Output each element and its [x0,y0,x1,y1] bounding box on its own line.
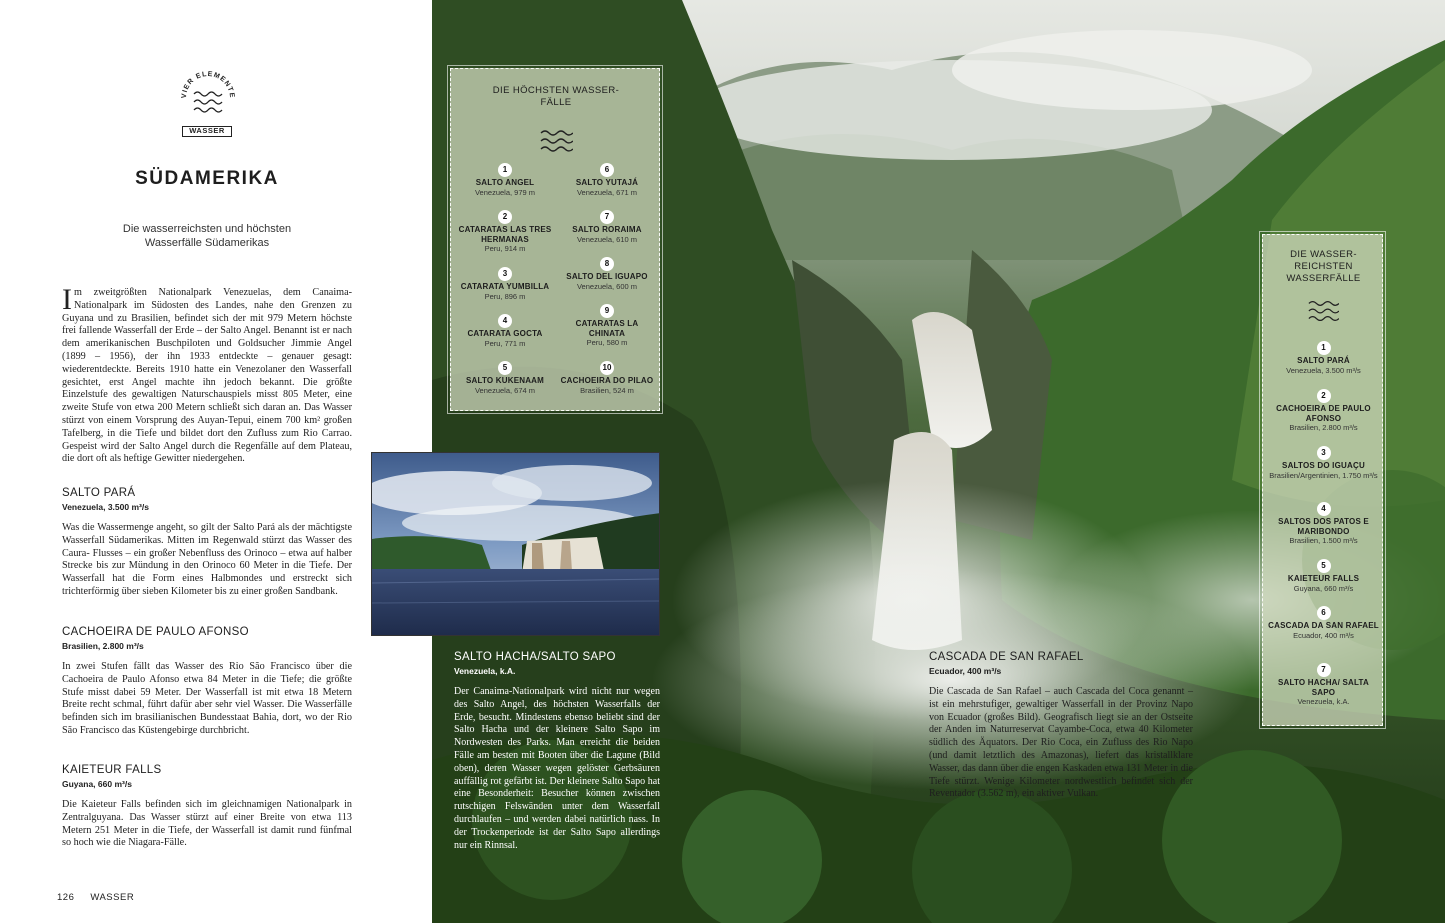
highest-item-3 [455,263,555,301]
section-text: In zwei Stufen fällt das Wasser des Rio São Francisco über die Cachoeira de Paulo Afonso etwa 84 Meter in die Tiefe; die größte Stufe misst dabei 59 Meter. Der Wasserfall ist mit etwa 18 Metern Breite recht schmal, führt dafür aber sehr viel Wasser. Die Wasserfälle befinden sich im brasilianischen Bundesstaat Bahia, dort, wo der Rio São Francisco das Küstengebirge durchbricht. [62,661,352,736]
fall-name: SALTO KUKENAAM [465,376,545,385]
fall-name: SALTO YUTAJÁ [575,178,639,187]
section-text: Die Kaieteur Falls befinden sich im gleichnamigen Nationalpark in Zentralguyana. Das Wasser stürzt auf einer Breite von etwa 113 Metern 251 Meter in die Tiefe, der Wasserfall ist damit rund fünfmal so hoch wie die Niagara-Fälle. [62,799,352,849]
rank-number: 5 [1317,559,1331,573]
rank-number: 7 [1317,663,1331,677]
fall-location: Brasilien/Argentinien, 1.750 m³/s [1269,470,1378,480]
fall-name: CACHOEIRA DO PILAO [560,376,654,385]
fall-location: Venezuela, 600 m [576,281,638,291]
fall-name: SALTO HACHA/ SALTA SAPO [1277,678,1369,697]
fall-location: Peru, 896 m [484,291,526,301]
fall-location: Brasilien, 524 m [580,385,634,395]
highest-item-10 [557,357,657,395]
rank-number: 9 [600,304,614,318]
rank-number: 3 [1317,446,1331,460]
fall-name: CATARATAS LAS TRES HERMANAS [458,225,552,244]
fall-name: SALTO PARÁ [1297,356,1350,365]
rank-number: 8 [600,257,614,271]
fall-location: Ecuador, 400 m³/s [1293,630,1354,640]
page-title: SÜDAMERIKA [135,168,279,189]
fall-location: Peru, 580 m [586,338,628,347]
fall-location: Brasilien, 2.800 m³/s [1289,423,1358,432]
water-waves-icon [539,127,573,155]
rank-number: 10 [600,361,614,375]
fall-location: Venezuela, 610 m [576,234,638,244]
caption-meta: Venezuela, k.A. [454,666,516,676]
intro-text: m zweitgrößten Nationalpark Venezuelas, dem Canaima-Nationalpark im Südosten des Landes, nahe den Grenzen zu Guyana und zu Brasilien, befindet sich der mit 979 Metern höchste frei fallende Wasserfall der Erde – der Salto Angel. Benannt ist er nach dem amerikanischen Buschpiloten und Goldsucher Jimmie Angel (1899 – 1956), der ihn 1933 entdeckte – genauer gesagt: wiederentdeckte. Bereits 1910 hatte ein Venezolaner den Wasserfall gesichtet, erst Angel machte ihn jedoch bekannt. Die größte Einzelstufe des gewaltigen Naturschauspiels misst 805 Meter, eine zweite Stufe von etwa 200 Metern schließt sich daran an. Das Wasser stürzt von einem Vorsprung des Auyan-Tepui, einem 700 km² großen Tafelberg, in die Tiefe und bildet dort den Zufluss zum Rio Carrao. Gespeist wird der Salto Angel durch die Regenfälle auf dem Plateau, die dort oft als heftige Gewitter niedergehen. [62,287,352,465]
section-title: SALTO PARÁ [62,487,136,499]
fall-location: Guyana, 660 m³/s [1293,583,1354,593]
caption-text: Der Canaima-Nationalpark wird nicht nur wegen des Salto Angel, des höchsten Wasserfalls der Erde, besucht. Mindestens ebenso beliebt sind der Salto Hacha und der kleinere Salto Sapo im Nordwesten des Parks. Man erreicht die beiden Fälle am besten mit Booten über die Lagune (Bild oben), deren Wasser wegen gelöster Gerbsäuren auffällig rot gefärbt ist. Der kleinere Salto Sapo hat eine Besonderheit: Besucher können zwischen rutschigen Felswänden unter dem Wasserfall durchlaufen – und werden dabei natürlich nass. In der Trockenperiode ist der Salto Sapo allerdings nur ein Rinnsal. [454,686,660,851]
highest-item-1 [455,159,555,197]
section-title: KAIETEUR FALLS [62,764,162,776]
rank-number: 1 [498,163,512,177]
section-meta: Venezuela, 3.500 m³/s [62,502,149,512]
fall-name: CATARATA GOCTA [467,329,543,338]
highest-item-5 [455,357,555,395]
fall-name: SALTO RORAIMA [572,225,642,234]
fall-name: CASCADA DA SAN RAFAEL [1268,621,1379,630]
fall-location: Venezuela, k.A. [1297,697,1350,706]
fall-name: CATARATAS LA CHINATA [575,319,639,338]
highest-item-9 [557,300,657,347]
caption-title: SALTO HACHA/SALTO SAPO [454,651,616,663]
fall-name: SALTOS DOS PATOS E MARIBONDO [1278,517,1369,536]
lagoon-waterfall-image [372,453,660,636]
fall-name: SALTO ANGEL [475,178,535,187]
highest-item-8 [557,253,657,291]
page-footer [57,892,134,903]
lagoon-photo [371,452,660,636]
section-salto-para [62,487,352,599]
panel-heading: DIE HÖCHSTEN WASSER-FÄLLE [492,85,620,108]
left-page [0,0,432,923]
fall-name: CACHOEIRA DE PAULO AFONSO [1276,404,1371,423]
water-waves-icon [178,68,238,128]
emblem-arc-text: VIER ELEMENTE [180,70,236,99]
fall-name: KAIETEUR FALLS [1287,574,1360,583]
richest-item-2 [1267,385,1380,432]
caption-meta: Ecuador, 400 m³/s [929,666,1002,676]
emblem-badge: WASSER [182,126,232,137]
fall-location: Peru, 914 m [484,244,526,253]
richest-item-3 [1267,442,1380,480]
section-kaieteur [62,764,352,850]
richest-item-4 [1267,498,1380,545]
rank-number: 3 [498,267,512,281]
rank-number: 6 [600,163,614,177]
rank-number: 4 [1317,502,1331,516]
footer-label: WASSER [90,892,135,903]
highest-item-4 [455,310,555,348]
caption-san-rafael [929,651,1193,801]
section-title: CACHOEIRA DE PAULO AFONSO [62,626,249,638]
caption-text: Die Cascada de San Rafael – auch Cascada del Coca genannt – ist ein mehrstufiger, gewaltiger Wasserfall in der Provinz Napo von Ecuador (großes Bild). Geografisch liegt sie an der Ostseite der Anden im Naturreservat Cayambe-Coca, etwa 40 Kilometer südlich des Äquators. Der Rio Coca, ein Zufluss des Rio Napo (und damit letztlich des Amazonas), liefert das kristallklare Wasser, das dann über die engen Kaskaden etwa 131 Meter in die Tiefe stürzt. Wenige Kilometer nordwestlich befindet sich der Reventador (3.562 m), ein aktiver Vulkan. [929,686,1193,800]
caption-title: CASCADA DE SAN RAFAEL [929,651,1084,663]
highest-item-2 [455,206,555,253]
section-meta: Guyana, 660 m³/s [62,779,132,789]
richest-item-7 [1267,659,1380,706]
page-subtitle: Die wasserreichsten und höchsten Wasserfälle Südamerikas [122,223,292,249]
panel-heading: DIE WASSER-REICHSTEN WASSERFÄLLE [1286,249,1361,284]
section-text: Was die Wassermenge angeht, so gilt der Salto Pará als der mächtigste Wasserfall Südamerikas. Mitten im Regenwald stürzt das Wasser des Caura- Flusses – ein großer Nebenfluss des Orinoco – etwa auf halber Strecke bis zur Mündung in den Orinoco 60 Meter in die Tiefe. Der Wasserfall hat die Form eines Halbmondes und erstreckt sich trichterförmig über sieben Kilometer bis zu einer großen Sandbank. [62,522,352,597]
highest-waterfalls-panel [450,68,660,411]
richest-item-5 [1267,555,1380,593]
drop-cap: I [62,283,72,316]
rank-number: 6 [1317,606,1331,620]
fall-location: Venezuela, 3.500 m³/s [1286,365,1361,375]
fall-name: CATARATA YUMBILLA [460,282,550,291]
fall-location: Venezuela, 671 m [576,187,638,197]
intro-paragraph [62,283,352,466]
section-paulo-afonso [62,626,352,738]
fall-location: Brasilien, 1.500 m³/s [1289,536,1358,545]
section-meta: Brasilien, 2.800 m³/s [62,641,144,651]
page-number: 126 [57,892,75,903]
fall-location: Peru, 771 m [484,338,526,348]
richest-waterfalls-panel [1262,234,1383,726]
rank-number: 4 [498,314,512,328]
richest-item-6 [1267,602,1380,640]
rank-number: 2 [1317,389,1331,403]
rank-number: 5 [498,361,512,375]
rank-number: 1 [1317,341,1331,355]
vier-elemente-emblem [178,68,238,140]
fall-name: SALTOS DO IGUAÇU [1282,461,1365,470]
highest-item-7 [557,206,657,244]
fall-name: SALTO DEL IGUAPO [566,272,648,281]
richest-item-1 [1267,337,1380,375]
fall-location: Venezuela, 979 m [474,187,536,197]
highest-item-6 [557,159,657,197]
fall-location: Venezuela, 674 m [474,385,536,395]
rank-number: 2 [498,210,512,224]
water-waves-icon [1307,297,1339,325]
caption-salto-hacha [454,651,660,852]
rank-number: 7 [600,210,614,224]
